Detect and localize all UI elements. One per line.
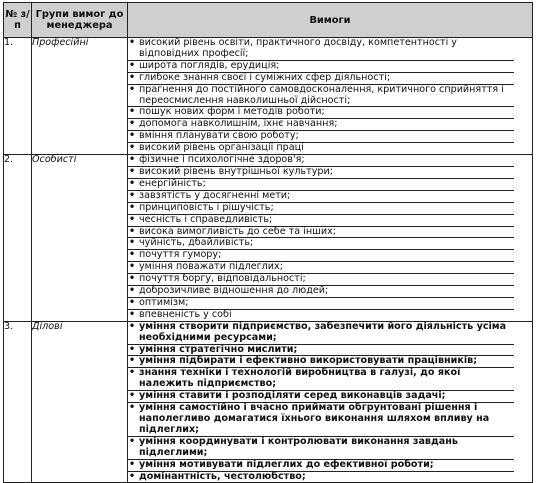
list-item: • уміння підбирати і ефективно використовувати працівників; xyxy=(128,356,514,368)
row-group: Особисті xyxy=(32,155,128,322)
row-requirements xyxy=(128,321,533,483)
list-item: • почуття гумору; xyxy=(128,250,514,262)
row-requirements xyxy=(128,38,533,155)
list-item: • високий рівень внутрішньої культури; xyxy=(128,167,514,179)
requirements-list xyxy=(128,155,532,321)
list-item: • принциповість і рішучість; xyxy=(128,203,514,215)
list-item: • широта поглядів, ерудиція; xyxy=(128,61,514,73)
row-number: 2. xyxy=(4,155,32,322)
list-item: • енергійність; xyxy=(128,179,514,191)
list-item: • фізичне і психологічне здоров'я; xyxy=(128,155,514,167)
header-requirements: Вимоги xyxy=(128,3,533,38)
list-item: • допомога навколишнім, їхнє навчання; xyxy=(128,119,514,131)
requirements-list xyxy=(128,322,532,483)
requirements-list xyxy=(128,38,532,154)
list-item: • уміння мотивувати підлеглих до ефективної роботи; xyxy=(128,460,514,472)
row-group: Ділові xyxy=(32,321,128,483)
list-item: • почуття боргу, відповідальності; xyxy=(128,274,514,286)
list-item: • оптимізм; xyxy=(128,298,514,310)
list-item: • уміння поважати підлеглих; xyxy=(128,262,514,274)
list-item: • високий рівень організації праці xyxy=(128,143,514,154)
row-requirements xyxy=(128,155,533,322)
list-item: • знання техніки і технологій виробництва в галузі, до якої належить підприємство; xyxy=(128,368,514,391)
list-item: • висока вимогливість до себе та інших; xyxy=(128,227,514,239)
list-item: • пошук нових форм і методів роботи; xyxy=(128,107,514,119)
list-item: • уміння координувати і контролювати виконання завдань підлеглими; xyxy=(128,437,514,460)
list-item: • домінантність, честолюбство; xyxy=(128,472,514,483)
list-item: • доброзичливе відношення до людей; xyxy=(128,286,514,298)
row-group: Професійні xyxy=(32,38,128,155)
table-row xyxy=(4,38,533,155)
list-item: • високий рівень освіти, практичного досвіду, компетентності у відповідних професії; xyxy=(128,38,514,61)
list-item: • чуйність, дбайливість; xyxy=(128,238,514,250)
table-header-row xyxy=(4,3,533,38)
list-item: • глибоке знання своєї і суміжних сфер діяльності; xyxy=(128,73,514,85)
table-row xyxy=(4,321,533,483)
list-item: • вміння планувати свою роботу; xyxy=(128,131,514,143)
manager-requirements-table xyxy=(3,2,533,483)
list-item: • уміння самостійно і вчасно приймати обгрунтовані рішення і наполегливо домагатися їхнього виконання шляхом впливу на підлеглих; xyxy=(128,403,514,437)
table-row xyxy=(4,155,533,322)
row-number: 1. xyxy=(4,38,32,155)
list-item: • уміння ставити і розподіляти серед виконавців задачі; xyxy=(128,391,514,403)
list-item: • впевненість у собі xyxy=(128,310,514,321)
list-item: • прагнення до постійного самовдосконалення, критичного сприйняття і переосмислення навколишньої дійсності; xyxy=(128,85,514,108)
list-item: • чесність і справедливість; xyxy=(128,215,514,227)
list-item: • уміння стратегічно мислити; xyxy=(128,345,514,357)
table-body xyxy=(4,38,533,483)
header-group: Групи вимог до менеджера xyxy=(32,3,128,38)
list-item: • уміння створити підприємство, забезпечити його діяльність усіма необхідними ресурсами; xyxy=(128,322,514,345)
list-item: • завзятість у досягненні мети; xyxy=(128,191,514,203)
row-number: 3. xyxy=(4,321,32,483)
header-number: № з/п xyxy=(4,3,32,38)
